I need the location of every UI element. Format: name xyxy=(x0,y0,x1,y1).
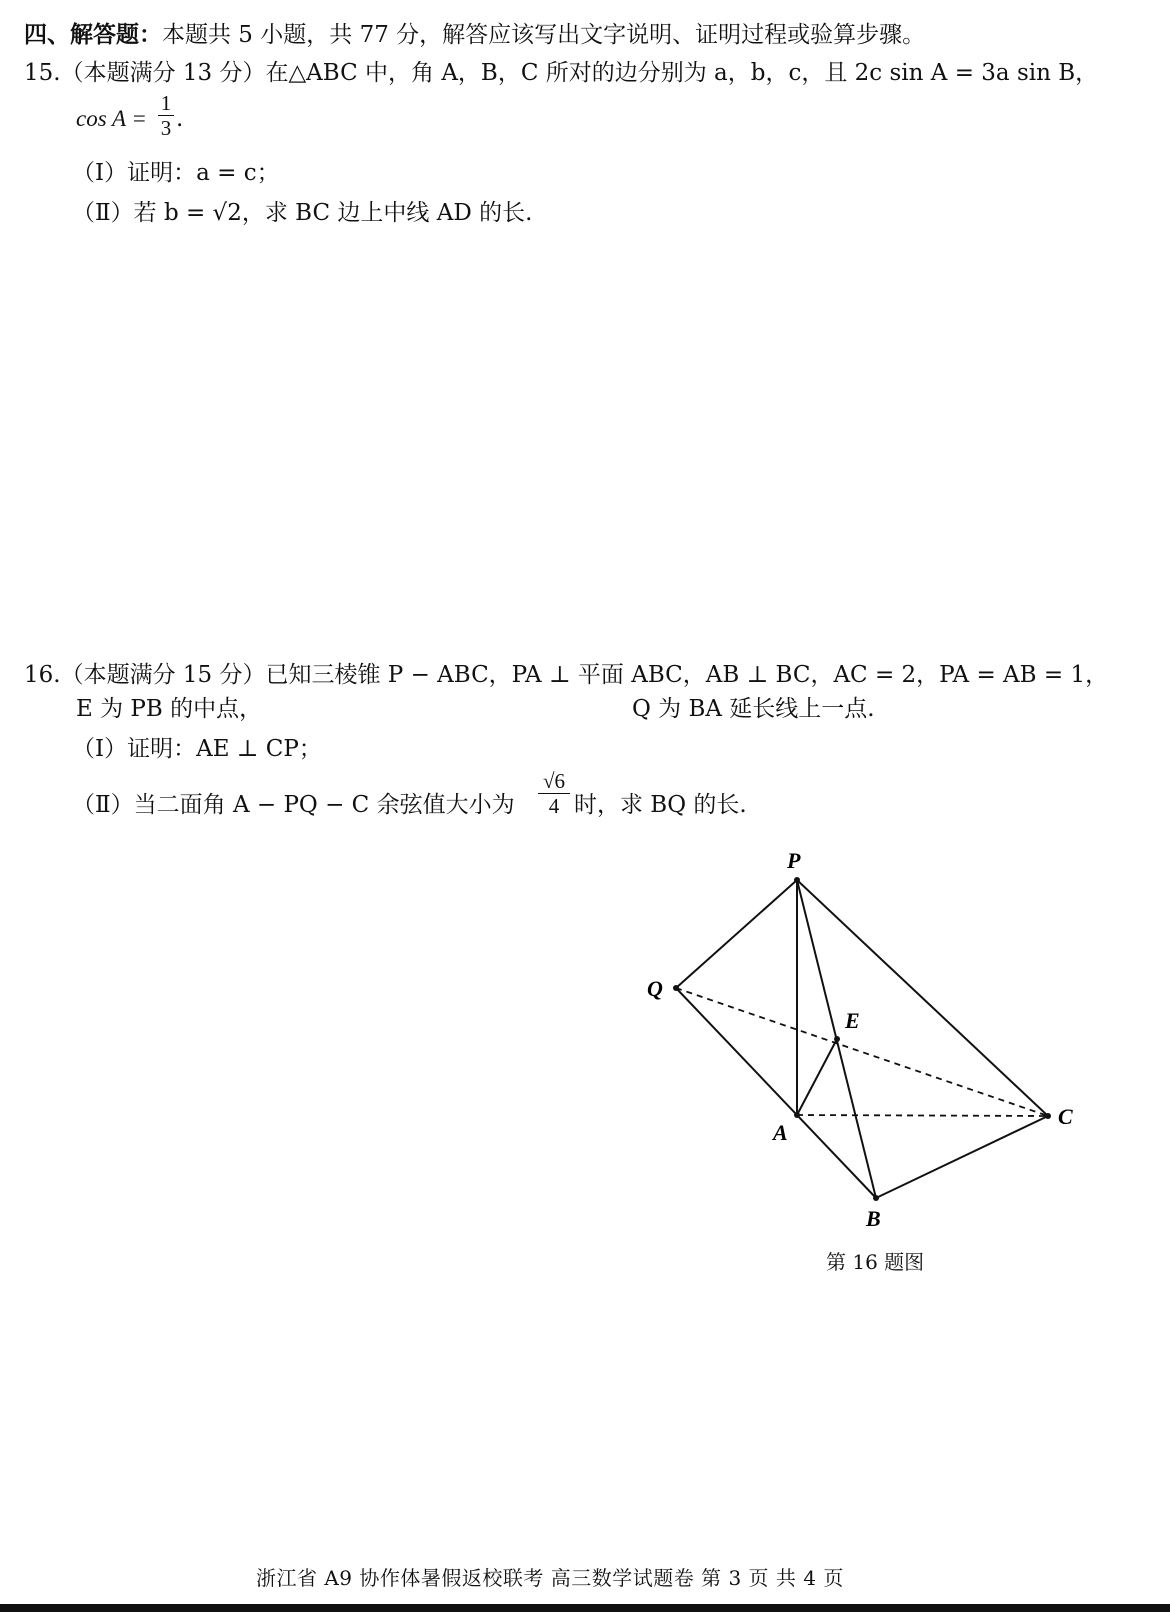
point-B xyxy=(873,1195,879,1201)
point-C xyxy=(1045,1113,1051,1119)
q15-cos-prefix: cos A = xyxy=(76,106,147,131)
edge-QC-dashed xyxy=(676,988,1048,1116)
edge-AE xyxy=(797,1039,837,1115)
label-E: E xyxy=(845,1008,860,1033)
page-footer: 浙江省 A9 协作体暑假返校联考 高三数学试题卷 第 3 页 共 4 页 xyxy=(256,1566,844,1590)
q16-part1: （Ⅰ）证明：AE ⊥ CP； xyxy=(72,736,322,762)
figure-caption: 第 16 题图 xyxy=(826,1250,925,1274)
point-A xyxy=(794,1112,800,1118)
edge-PC xyxy=(797,880,1048,1116)
point-Q xyxy=(673,985,679,991)
q16-frac-numerator: √6 xyxy=(542,769,566,793)
q16-stem-e: E 为 PB 的中点， xyxy=(76,696,263,722)
label-P: P xyxy=(787,848,801,873)
edge-BC xyxy=(876,1116,1048,1198)
q16-part2-suffix: 时，求 BQ 的长. xyxy=(574,792,747,818)
q15-part2: （Ⅱ）若 b = √2，求 BC 边上中线 AD 的长. xyxy=(72,200,533,226)
q16-stem: 16.（本题满分 15 分）已知三棱锥 P − ABC，PA ⊥ 平面 ABC，AB ⊥ BC，AC = 2，PA = AB = 1， xyxy=(24,662,1109,688)
q16-stem-q: Q 为 BA 延长线上一点. xyxy=(632,696,875,722)
q15-stem: 15.（本题满分 13 分）在△ABC 中，角 A，B，C 所对的边分别为 a，b，c，且 2c sin A = 3a sin B， xyxy=(24,60,1099,86)
point-E xyxy=(834,1036,840,1042)
bottom-edge xyxy=(0,1604,1170,1612)
label-C: C xyxy=(1058,1104,1073,1129)
point-P xyxy=(794,877,800,883)
q16-part2-prefix: （Ⅱ）当二面角 A − PQ − C 余弦值大小为 xyxy=(72,792,515,818)
q16-frac-denominator: 4 xyxy=(548,794,560,818)
section-head: 四、解答题： xyxy=(24,21,162,48)
q15-cos-suffix: . xyxy=(176,106,184,132)
label-B: B xyxy=(866,1206,881,1231)
q15-cos-denominator: 3 xyxy=(160,116,172,140)
q15-part1: （Ⅰ）证明：a = c； xyxy=(72,160,280,186)
section-text: 本题共 5 小题，共 77 分，解答应该写出文字说明、证明过程或验算步骤。 xyxy=(162,22,926,48)
edge-PQ xyxy=(676,880,797,988)
label-A: A xyxy=(773,1120,788,1145)
q15-cos-numerator: 1 xyxy=(160,91,172,115)
edge-AC-dashed xyxy=(797,1115,1048,1116)
label-Q: Q xyxy=(647,976,663,1001)
